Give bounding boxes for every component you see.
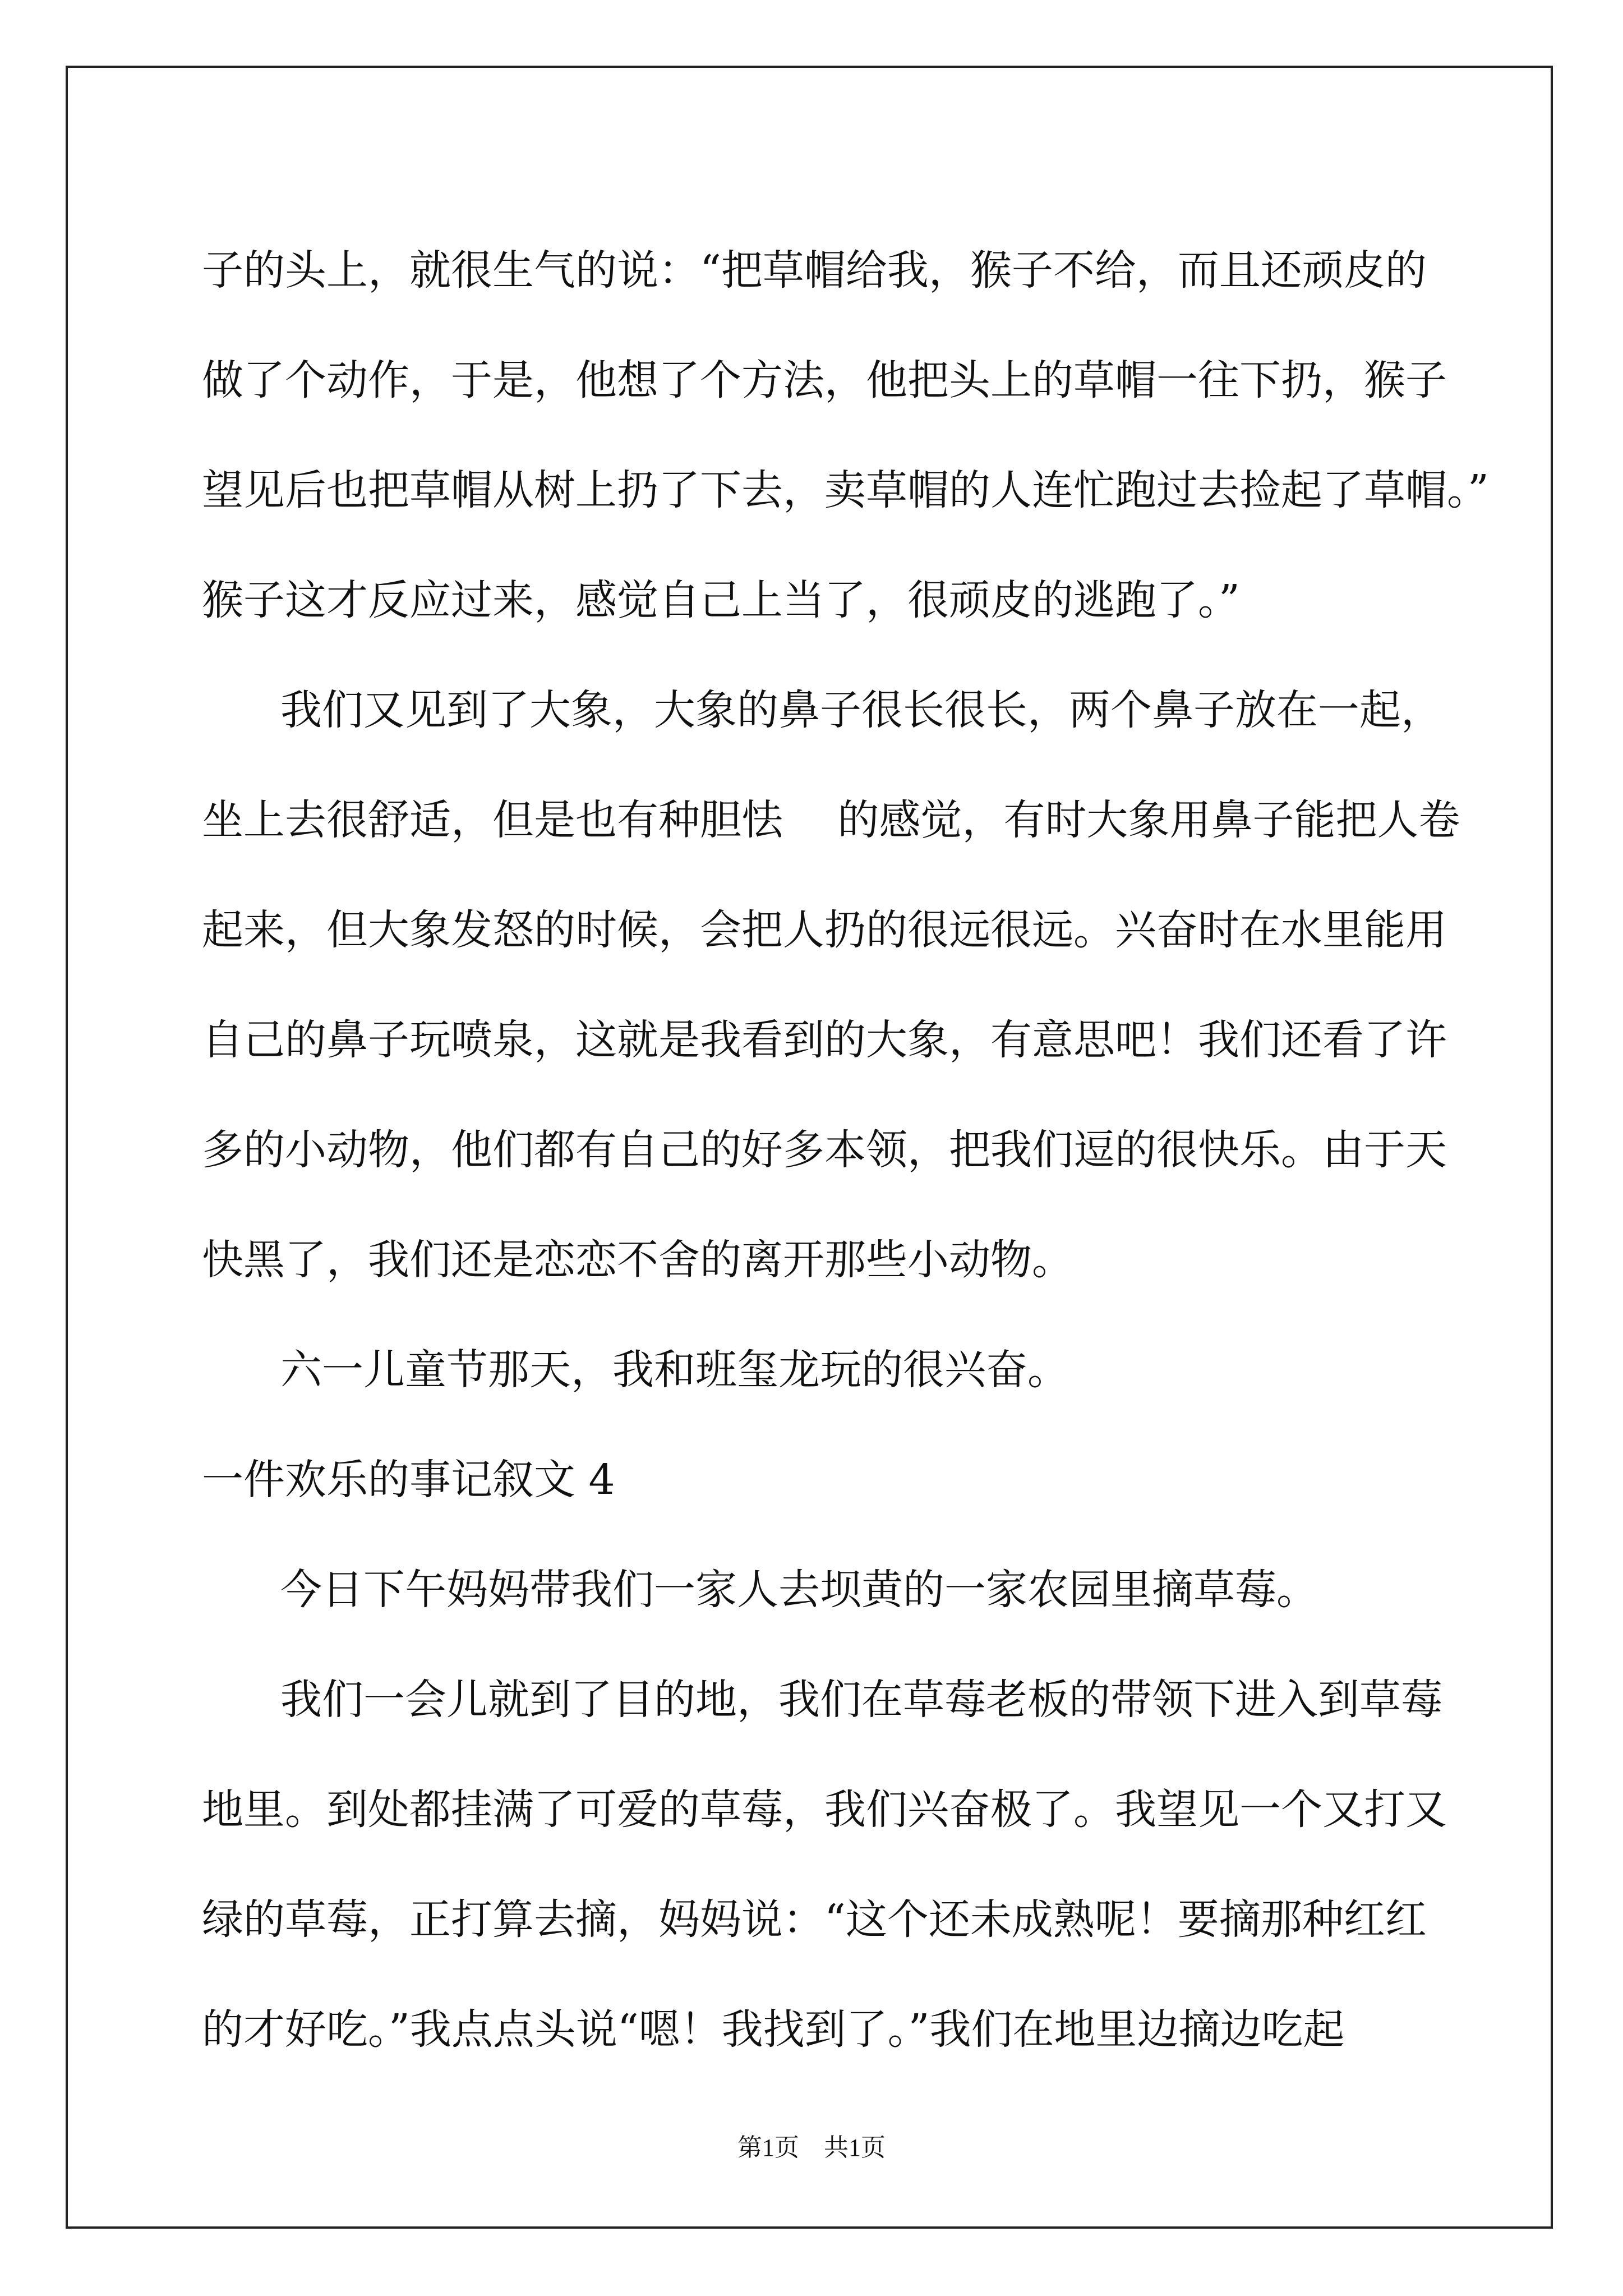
body-line: 子的头上，就很生气的说：“把草帽给我，猴子不给，而且还顽皮的 bbox=[202, 246, 1427, 295]
body-line: 多的小动物，他们都有自己的好多本领，把我们逗的很快乐。由于天 bbox=[202, 1126, 1447, 1174]
paragraph-start: 六一儿童节那天，我和班玺龙玩的很兴奋。 bbox=[280, 1346, 1069, 1394]
paragraph-start: 我们一会儿就到了目的地，我们在草莓老板的带领下进入到草莓 bbox=[280, 1676, 1442, 1724]
paragraph-start: 我们又见到了大象，大象的鼻子很长很长，两个鼻子放在一起， bbox=[280, 686, 1442, 734]
body-line: 地里。到处都挂满了可爱的草莓，我们兴奋极了。我望见一个又打又 bbox=[202, 1786, 1447, 1834]
body-line: 起来，但大象发怒的时候，会把人扔的很远很远。兴奋时在水里能用 bbox=[202, 906, 1447, 954]
body-line: 快黑了，我们还是恋恋不舍的离开那些小动物。 bbox=[202, 1236, 1073, 1284]
paragraph-start: 今日下午妈妈带我们一家人去坝黄的一家农园里摘草莓。 bbox=[280, 1566, 1318, 1614]
body-line: 望见后也把草帽从树上扔了下去，卖草帽的人连忙跑过去捡起了草帽。” bbox=[202, 466, 1489, 514]
body-line: 坐上去很舒适，但是也有种胆怯 的感觉，有时大象用鼻子能把人卷 bbox=[202, 796, 1460, 844]
body-line: 自己的鼻子玩喷泉，这就是我看到的大象，有意思吧！我们还看了许 bbox=[202, 1016, 1447, 1064]
body-line: 绿的草莓，正打算去摘，妈妈说：“这个还未成熟呢！要摘那种红红 bbox=[202, 1895, 1427, 1944]
document-body bbox=[202, 215, 1489, 2085]
body-line: 做了个动作，于是，他想了个方法，他把头上的草帽一往下扔，猴子 bbox=[202, 356, 1447, 404]
body-line: 猴子这才反应过来，感觉自己上当了，很顽皮的逃跑了。” bbox=[202, 576, 1240, 624]
page-number-footer: 第1页 共1页 bbox=[737, 2134, 886, 2161]
body-line: 的才好吃。”我点点头说“嗯！我找到了。”我们在地里边摘边吃起 bbox=[202, 2005, 1345, 2054]
section-heading: 一件欢乐的事记叙文 4 bbox=[202, 1456, 615, 1504]
